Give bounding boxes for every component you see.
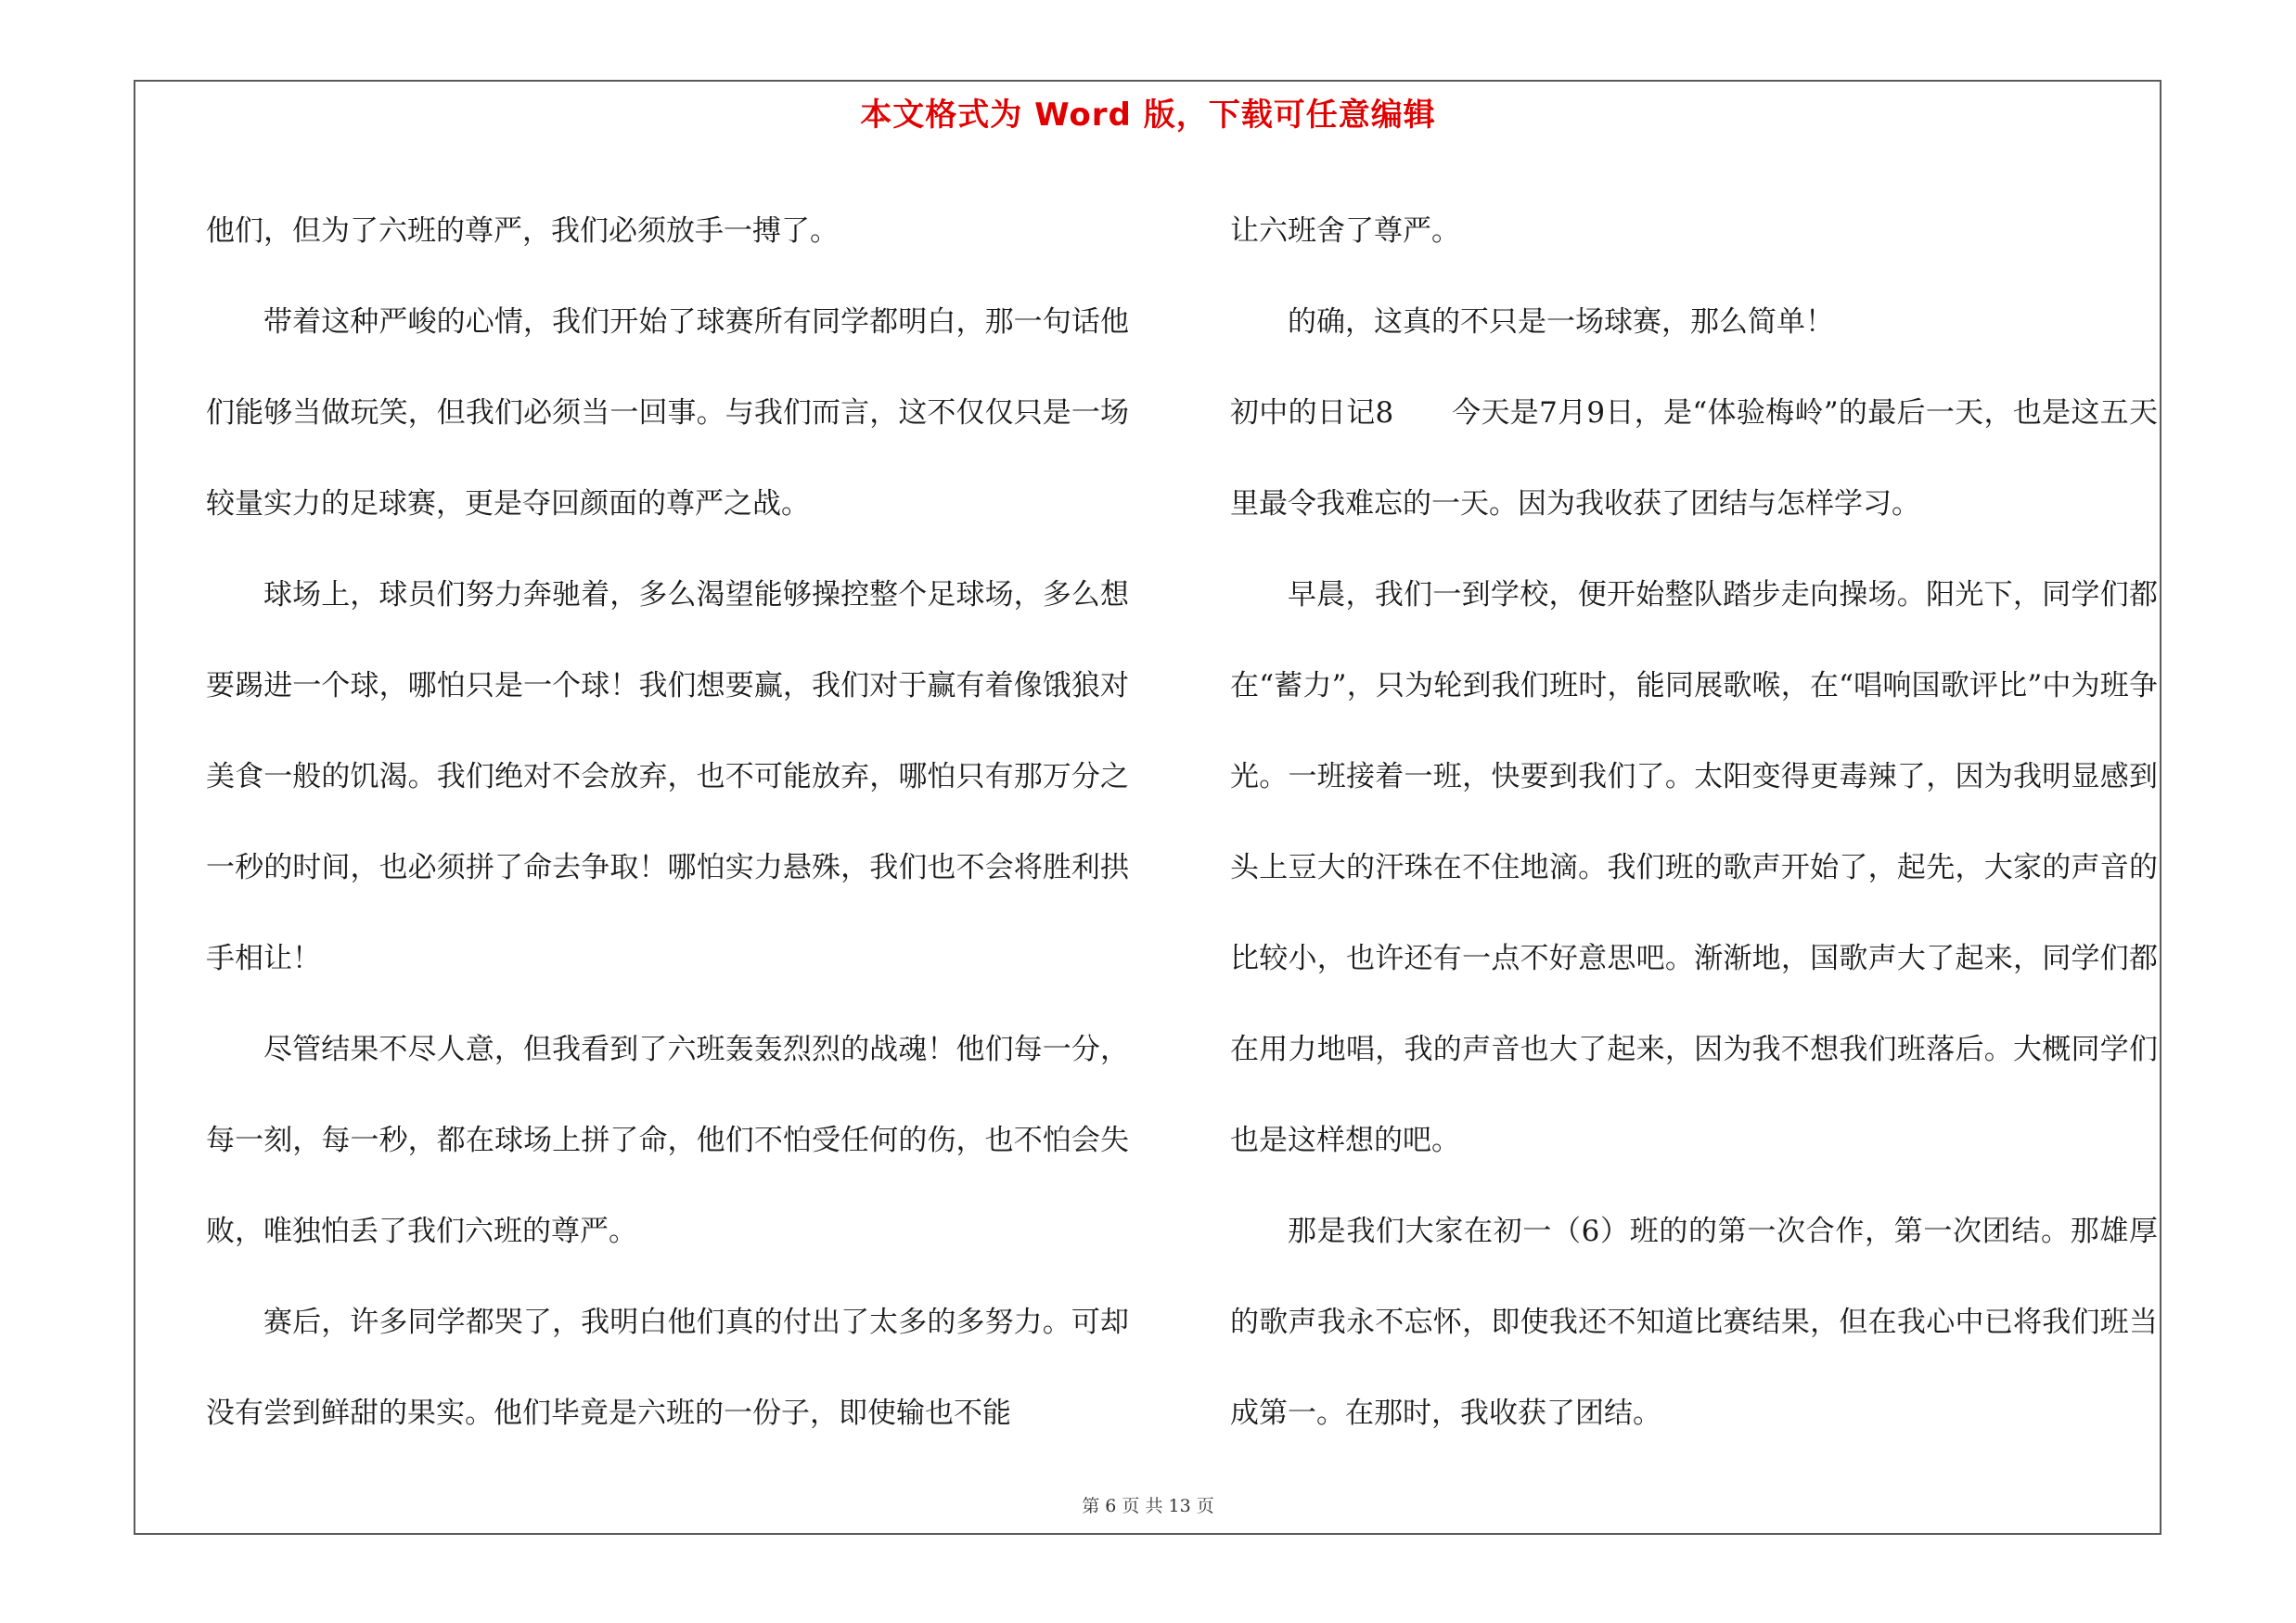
- paragraph: 初中的日记8 今天是7月9日，是“体验梅岭”的最后一天，也是这五天里最令我难忘的一天。因为我收获了团结与怎样学习。: [1230, 396, 2158, 521]
- paragraph: 他们，但为了六班的尊严，我们必须放手一搏了。: [206, 214, 839, 248]
- page-number: 第 6 页 共 13 页: [1082, 1496, 1214, 1516]
- paragraph: 的确，这真的不只是一场球赛，那么简单！: [1288, 305, 1834, 339]
- right-column: [1230, 186, 2158, 1459]
- format-banner: 本文格式为 Word 版，下载可任意编辑: [860, 97, 1436, 134]
- paragraph: 尽管结果不尽人意，但我看到了六班轰轰烈烈的战魂！他们每一分，每一刻，每一秒，都在球场上拼了命，他们不怕受任何的伤，也不怕会失败，唯独怕丢了我们六班的尊严。: [206, 1033, 1129, 1248]
- paragraph: 那是我们大家在初一（6）班的的第一次合作，第一次团结。那雄厚的歌声我永不忘怀，即使我还不知道比赛结果，但在我心中已将我们班当成第一。在那时，我收获了团结。: [1230, 1215, 2158, 1430]
- paragraph: 带着这种严峻的心情，我们开始了球赛所有同学都明白，那一句话他们能够当做玩笑，但我们必须当一回事。与我们而言，这不仅仅只是一场较量实力的足球赛，更是夺回颜面的尊严之战。: [206, 305, 1129, 521]
- paragraph: 早晨，我们一到学校，便开始整队踏步走向操场。阳光下，同学们都在“蓄力”，只为轮到我们班时，能同展歌喉，在“唱响国歌评比”中为班争光。一班接着一班，快要到我们了。太阳变得更毒辣了，因为我明显感到头上豆大的汗珠在不住地滴。我们班的歌声开始了，起先，大家的声音的比较小，也许还有一点不好意思吧。渐渐地，国歌声大了起来，同学们都在用力地唱，我的声音也大了起来，因为我不想我们班落后。大概同学们也是这样想的吧。: [1230, 578, 2158, 1157]
- left-column: [206, 186, 1129, 1459]
- paragraph: 赛后，许多同学都哭了，我明白他们真的付出了太多的多努力。可却没有尝到鲜甜的果实。他们毕竟是六班的一份子，即使输也不能: [206, 1306, 1129, 1430]
- paragraph: 球场上，球员们努力奔驰着，多么渴望能够操控整个足球场，多么想要踢进一个球，哪怕只是一个球！我们想要赢，我们对于赢有着像饿狼对美食一般的饥渴。我们绝对不会放弃，也不可能放弃，哪怕只有那万分之一秒的时间，也必须拼了命去争取！哪怕实力悬殊，我们也不会将胜利拱手相让！: [206, 578, 1129, 975]
- paragraph: 让六班舍了尊严。: [1230, 214, 1460, 248]
